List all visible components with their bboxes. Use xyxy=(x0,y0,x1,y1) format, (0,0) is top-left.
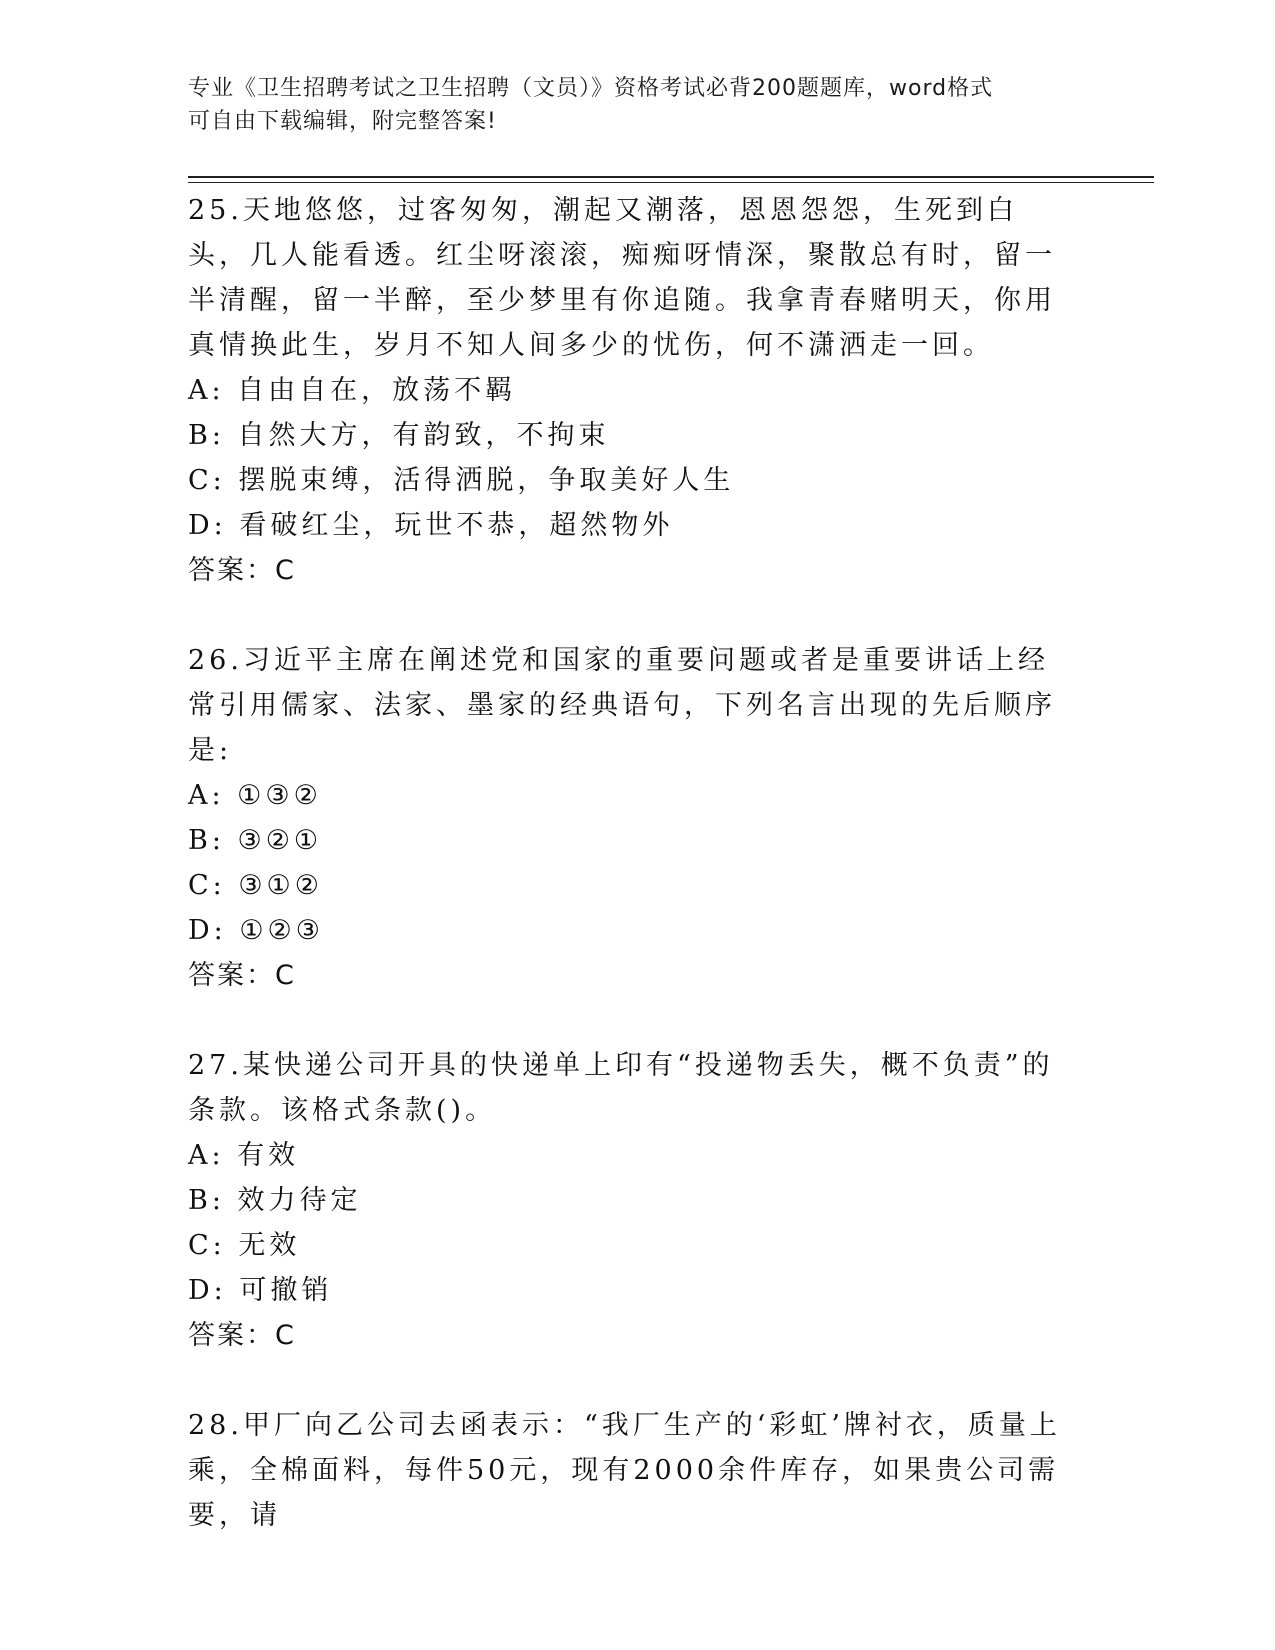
question-spacer xyxy=(188,593,1078,638)
option-a: A: 自由自在，放荡不羁 xyxy=(188,375,517,406)
option-b: B: 自然大方，有韵致，不拘束 xyxy=(188,420,610,451)
question-text: 26.习近平主席在阐述党和国家的重要问题或者是重要讲话上经常引用儒家、法家、墨家的经典语句，下列名言出现的先后顺序是: xyxy=(188,645,1056,766)
option-d: D: 可撤销 xyxy=(188,1275,333,1306)
question-list xyxy=(188,188,1078,1538)
header-divider-thin xyxy=(188,182,1154,183)
option-c: C: 无效 xyxy=(188,1230,301,1261)
option-a: A: ①③② xyxy=(188,780,322,811)
option-b: B: 效力待定 xyxy=(188,1185,362,1216)
option-a: A: 有效 xyxy=(188,1140,300,1171)
question-text: 25.天地悠悠，过客匆匆，潮起又潮落，恩恩怨怨，生死到白头，几人能看透。红尘呀滚滚，痴痴呀情深，聚散总有时，留一半清醒，留一半醉，至少梦里有你追随。我拿青春赌明天，你用真情换此生，岁月不知人间多少的忧伤，何不潇洒走一回。 xyxy=(188,195,1056,361)
answer-line: 答案：C xyxy=(188,960,296,991)
header-line-1: 专业《卫生招聘考试之卫生招聘（文员）》资格考试必背200题题库，word格式 xyxy=(188,76,994,101)
question-26 xyxy=(188,638,1078,998)
question-27 xyxy=(188,1043,1078,1358)
option-d: D: ①②③ xyxy=(188,915,324,946)
answer-line: 答案：C xyxy=(188,555,296,586)
option-c: C: ③①② xyxy=(188,870,323,901)
answer-line: 答案：C xyxy=(188,1320,296,1351)
question-text: 28.甲厂向乙公司去函表示：“我厂生产的‘彩虹’牌衬衣，质量上乘，全棉面料，每件50元，现有2000余件库存，如果贵公司需要，请 xyxy=(188,1410,1061,1531)
question-text: 27.某快递公司开具的快递单上印有“投递物丢失，概不负责”的条款。该格式条款()。 xyxy=(188,1050,1054,1126)
document-header xyxy=(188,72,1068,138)
question-spacer xyxy=(188,1358,1078,1403)
header-line-2: 可自由下载编辑，附完整答案! xyxy=(188,109,497,134)
header-divider-thick xyxy=(188,176,1154,178)
question-spacer xyxy=(188,998,1078,1043)
option-c: C: 摆脱束缚，活得洒脱，争取美好人生 xyxy=(188,465,735,496)
option-d: D: 看破红尘，玩世不恭，超然物外 xyxy=(188,510,674,541)
option-b: B: ③②① xyxy=(188,825,323,856)
question-25 xyxy=(188,188,1078,593)
question-28 xyxy=(188,1403,1078,1538)
